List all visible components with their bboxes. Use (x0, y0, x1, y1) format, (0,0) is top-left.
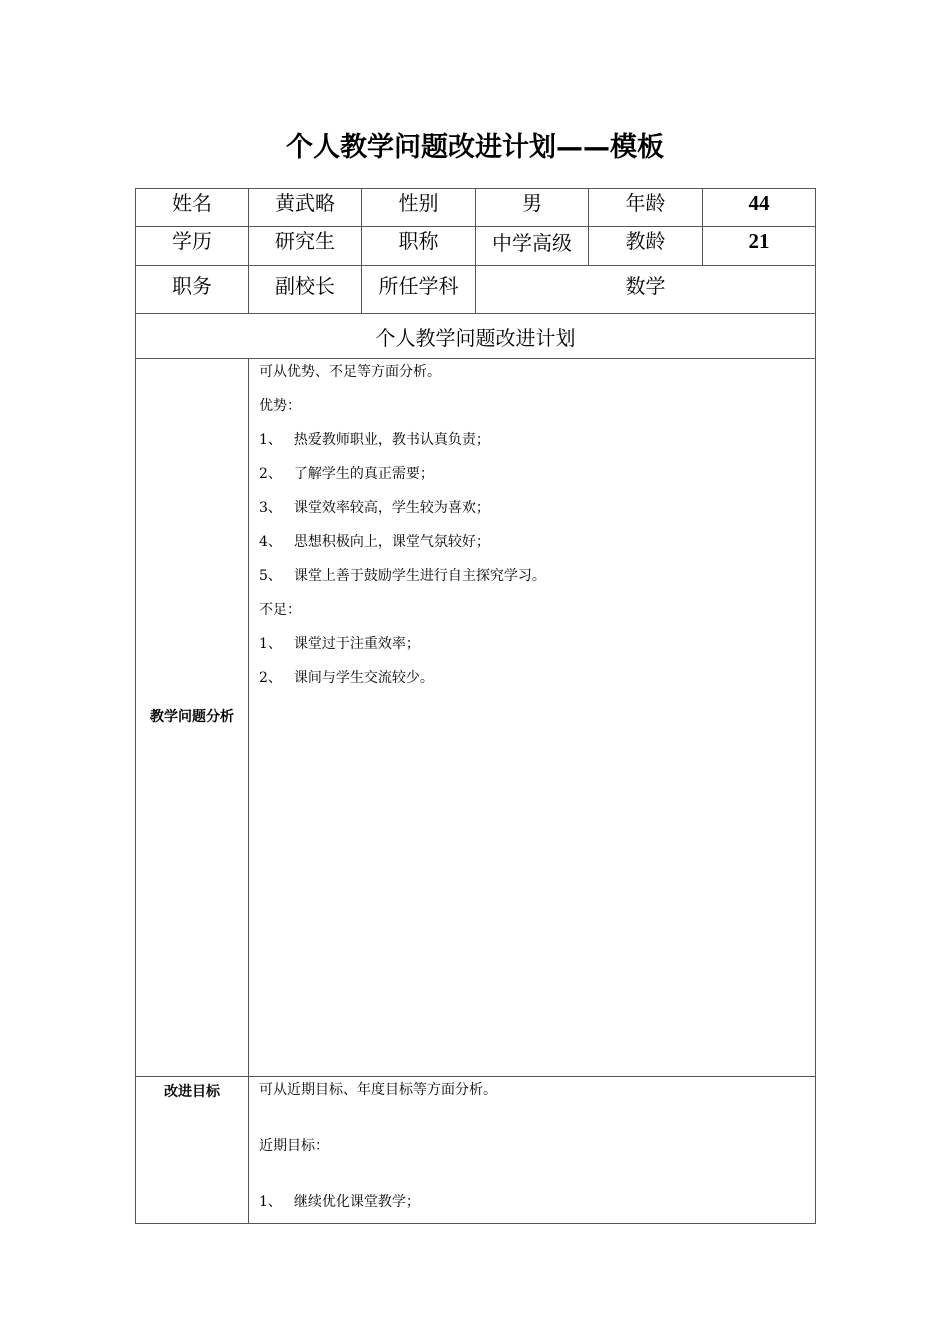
age-value: 44 (703, 189, 816, 227)
gender-label: 性别 (362, 189, 476, 227)
info-row-3 (136, 266, 816, 314)
near-term-title: 近期目标： (259, 1138, 329, 1154)
improvement-plan-form (135, 188, 816, 1224)
list-item: 2、 了解学生的真正需要； (259, 466, 434, 482)
name-value: 黄武略 (249, 189, 362, 227)
info-row-2 (136, 227, 816, 266)
rank-value: 中学高级 (476, 227, 589, 266)
teaching-years-label: 教龄 (589, 227, 703, 266)
list-item: 1、 继续优化课堂教学； (259, 1194, 420, 1210)
analysis-row (136, 359, 816, 1077)
analysis-label: 教学问题分析 (136, 359, 249, 1077)
age-label: 年龄 (589, 189, 703, 227)
subject-value: 数学 (476, 266, 816, 314)
gender-value: 男 (476, 189, 589, 227)
position-label: 职务 (136, 266, 249, 314)
goals-row (136, 1077, 816, 1224)
list-item: 1、 课堂过于注重效率； (259, 636, 420, 652)
goals-content (249, 1077, 816, 1224)
list-item: 2、 课间与学生交流较少。 (259, 670, 434, 686)
list-item: 3、 课堂效率较高，学生较为喜欢； (259, 500, 490, 516)
list-item: 1、 热爱教师职业，教书认真负责； (259, 432, 490, 448)
document-title: 个人教学问题改进计划——模板 (286, 132, 664, 163)
strengths-title: 优势： (259, 398, 301, 414)
analysis-intro: 可从优势、不足等方面分析。 (259, 364, 441, 380)
weaknesses-title: 不足： (259, 602, 301, 618)
plan-heading: 个人教学问题改进计划 (136, 314, 816, 359)
education-label: 学历 (136, 227, 249, 266)
info-row-1 (136, 189, 816, 227)
list-item: 5、 课堂上善于鼓励学生进行自主探究学习。 (259, 568, 546, 584)
analysis-content (249, 359, 816, 1077)
goals-intro: 可从近期目标、年度目标等方面分析。 (259, 1082, 497, 1098)
list-item: 4、 思想积极向上，课堂气氛较好； (259, 534, 490, 550)
rank-label: 职称 (362, 227, 476, 266)
education-value: 研究生 (249, 227, 362, 266)
teaching-years-value: 21 (703, 227, 816, 266)
subject-label: 所任学科 (362, 266, 476, 314)
plan-heading-row (136, 314, 816, 359)
position-value: 副校长 (249, 266, 362, 314)
name-label: 姓名 (136, 189, 249, 227)
goals-label: 改进目标 (136, 1077, 249, 1224)
